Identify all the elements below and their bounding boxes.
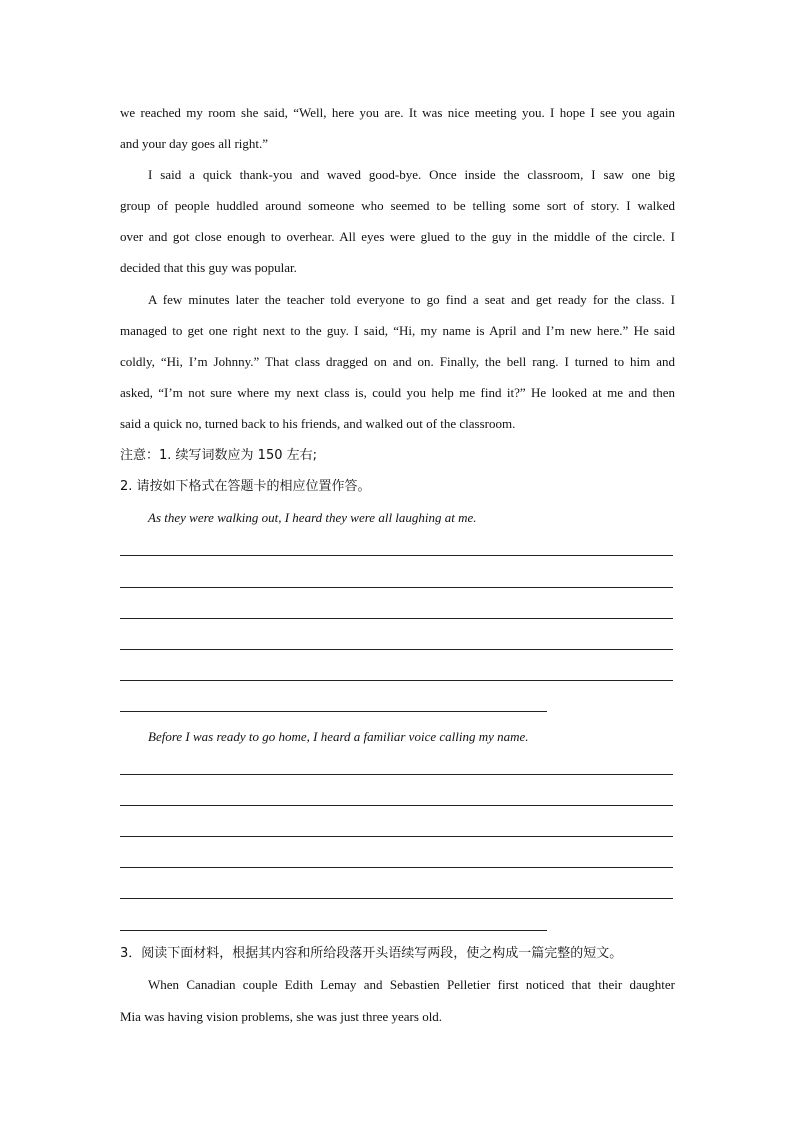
answer-line[interactable] <box>120 774 673 775</box>
paragraph-line: and your day goes all right.” <box>120 136 269 151</box>
answer-line[interactable] <box>120 867 673 868</box>
continuation-prompt: As they were walking out, I heard they were all laughing at me. <box>148 510 477 525</box>
question-heading: 3．阅读下面材料，根据其内容和所给段落开头语续写两段，使之构成一篇完整的短文。 <box>120 946 623 961</box>
answer-line[interactable] <box>120 649 673 650</box>
paragraph-line: said a quick no, turned back to his friends, and walked out of the classroom. <box>120 416 516 431</box>
paragraph-line: we reached my room she said, “Well, here you are. It was nice meeting you. I hope I see you again <box>120 105 675 120</box>
paragraph-line: asked, “I’m not sure where my next class is, could you help me find it?” He looked at me and then <box>120 385 675 400</box>
answer-line[interactable] <box>120 836 673 837</box>
answer-line[interactable] <box>120 555 673 556</box>
answer-line[interactable] <box>120 618 673 619</box>
paragraph-line: decided that this guy was popular. <box>120 260 297 275</box>
answer-line[interactable] <box>120 680 673 681</box>
paragraph-line: I said a quick thank-you and waved good-bye. Once inside the classroom, I saw one big <box>148 167 675 182</box>
continuation-prompt: Before I was ready to go home, I heard a familiar voice calling my name. <box>148 729 529 744</box>
paragraph-line: A few minutes later the teacher told everyone to go find a seat and get ready for the class. I <box>148 292 675 307</box>
answer-line[interactable] <box>120 898 673 899</box>
paragraph-line: group of people huddled around someone who seemed to be telling some sort of story. I walked <box>120 198 675 213</box>
answer-line[interactable] <box>120 711 547 712</box>
note-line: 注意：1. 续写词数应为 150 左右; <box>120 448 317 463</box>
answer-line[interactable] <box>120 805 673 806</box>
answer-line[interactable] <box>120 930 547 931</box>
note-line: 2. 请按如下格式在答题卡的相应位置作答。 <box>120 479 371 494</box>
paragraph-line: over and got close enough to overhear. All eyes were glued to the guy in the middle of the circle. I <box>120 229 675 244</box>
paragraph-line: When Canadian couple Edith Lemay and Sebastien Pelletier first noticed that their daughter <box>148 977 675 992</box>
paragraph-line: Mia was having vision problems, she was just three years old. <box>120 1009 443 1024</box>
answer-line[interactable] <box>120 587 673 588</box>
paragraph-line: coldly, “Hi, I’m Johnny.” That class dragged on and on. Finally, the bell rang. I turned to him and <box>120 354 675 369</box>
paragraph-line: managed to get one right next to the guy. I said, “Hi, my name is April and I’m new here.” He said <box>120 323 675 338</box>
